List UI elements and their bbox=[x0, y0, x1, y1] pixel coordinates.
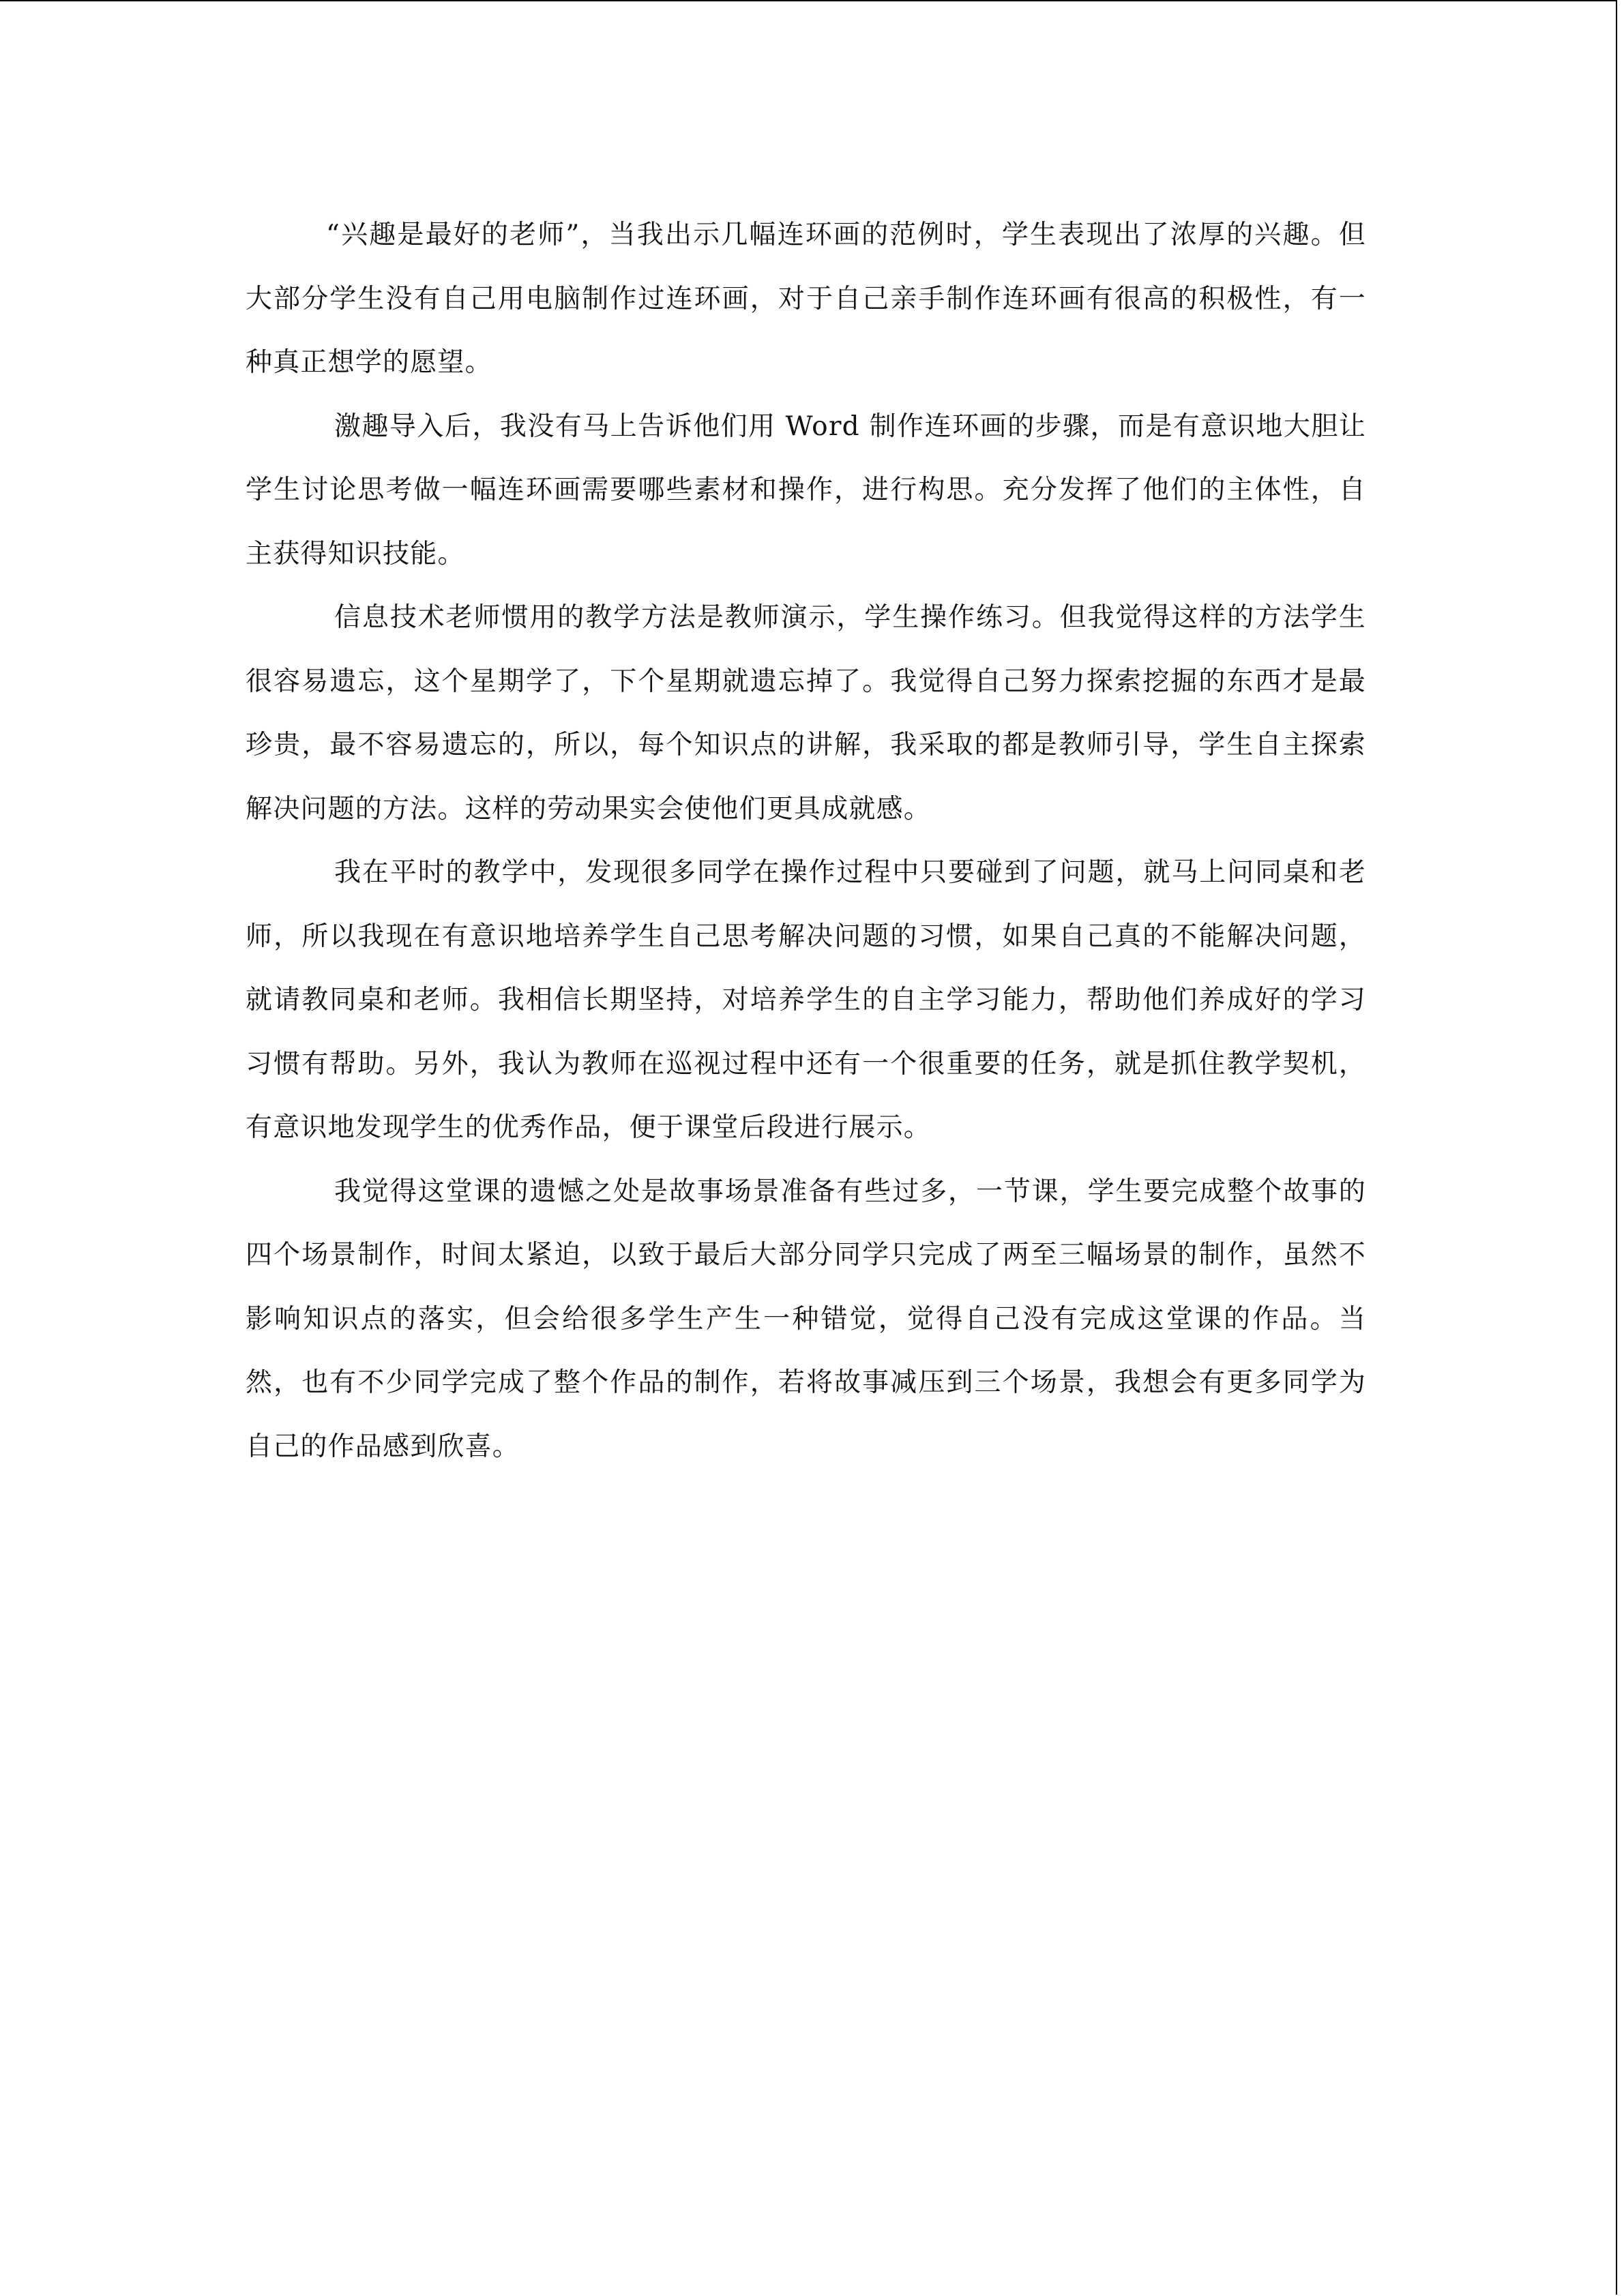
paragraph-3: 信息技术老师惯用的教学方法是教师演示，学生操作练习。但我觉得这样的方法学生很容易遗忘，这个星期学了，下个星期就遗忘掉了。我觉得自己努力探索挖掘的东西才是最珍贵，最不容易遗忘的，所以，每个知识点的讲解，我采取的都是教师引导，学生自主探索解决问题的方法。这样的劳动果实会使他们更具成就感。 bbox=[246, 602, 1366, 824]
paragraph-2: 激趣导入后，我没有马上告诉他们用 Word 制作连环画的步骤，而是有意识地大胆让学生讨论思考做一幅连环画需要哪些素材和操作，进行构思。充分发挥了他们的主体性，自主获得知识技能。 bbox=[246, 411, 1366, 569]
document-body bbox=[246, 203, 1366, 1478]
paragraph-5: 我觉得这堂课的遗憾之处是故事场景准备有些过多，一节课，学生要完成整个故事的四个场景制作，时间太紧迫，以致于最后大部分同学只完成了两至三幅场景的制作，虽然不影响知识点的落实，但会给很多学生产生一种错觉，觉得自己没有完成这堂课的作品。当然，也有不少同学完成了整个作品的制作，若将故事减压到三个场景，我想会有更多同学为自己的作品感到欣喜。 bbox=[246, 1176, 1366, 1462]
paragraph-4: 我在平时的教学中，发现很多同学在操作过程中只要碰到了问题，就马上问同桌和老师，所以我现在有意识地培养学生自己思考解决问题的习惯，如果自己真的不能解决问题，就请教同桌和老师。我相信长期坚持，对培养学生的自主学习能力，帮助他们养成好的学习习惯有帮助。另外，我认为教师在巡视过程中还有一个很重要的任务，就是抓住教学契机，有意识地发现学生的优秀作品，便于课堂后段进行展示。 bbox=[246, 857, 1366, 1143]
paragraph-1: “兴趣是最好的老师”，当我出示几幅连环画的范例时，学生表现出了浓厚的兴趣。但大部分学生没有自己用电脑制作过连环画，对于自己亲手制作连环画有很高的积极性，有一种真正想学的愿望。 bbox=[246, 220, 1366, 378]
